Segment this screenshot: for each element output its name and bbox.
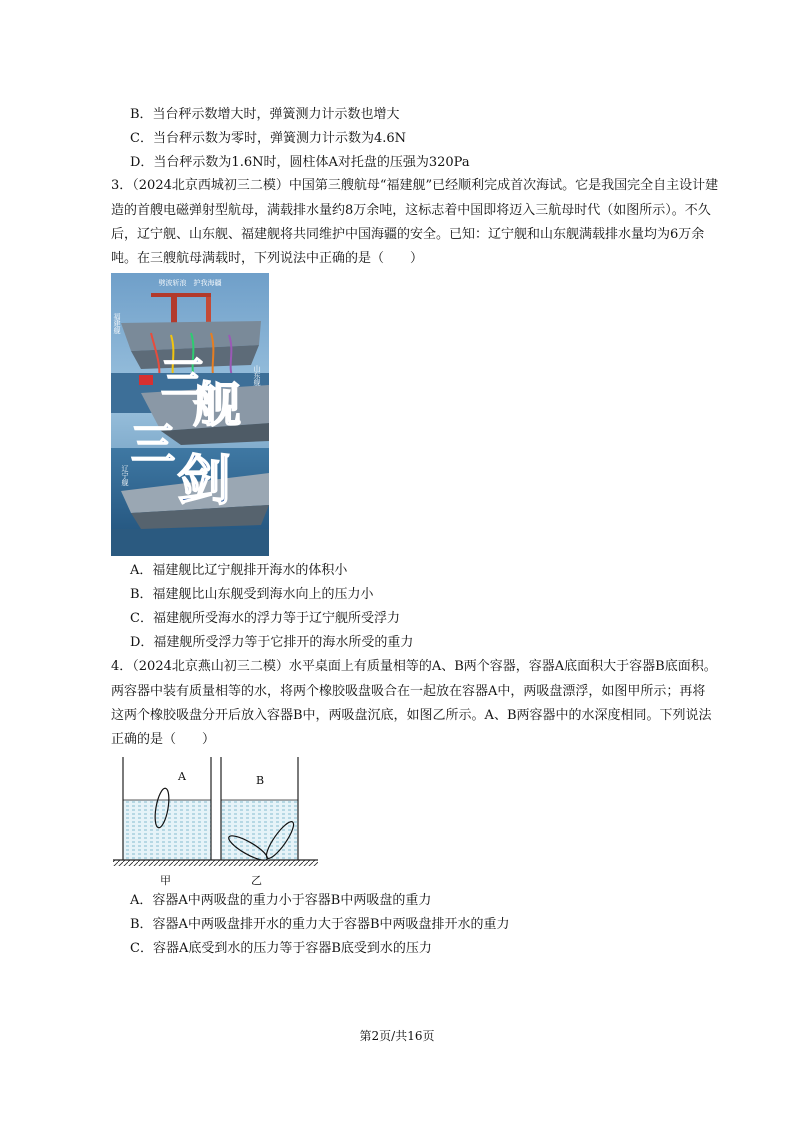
- q2-option-b: B．当台秤示数增大时，弹簧测力计示数也增大: [130, 107, 400, 122]
- q3-stem-line-2: 造的首艘电磁弹射型航母，满载排水量约8万余吨，这标志着中国即将迈入三航母时代（如图所示）。不久: [111, 203, 711, 218]
- q2-option-d: D．当台秤示数为1.6N时，圆柱体A对托盘的压强为320Pa: [130, 155, 470, 170]
- three-carriers-poster: [111, 273, 269, 556]
- q4-option-a: A．容器A中两吸盘的重力小于容器B中两吸盘的重力: [130, 893, 432, 908]
- q3-option-c: C．福建舰所受海水的浮力等于辽宁舰所受浮力: [130, 611, 400, 626]
- q4-option-b: B．容器A中两吸盘排开水的重力大于容器B中两吸盘排开水的重力: [130, 917, 510, 932]
- q3-option-d: D．福建舰所受浮力等于它排开的海水所受的重力: [130, 635, 414, 650]
- q3-stem-line-1: 3．（2024北京西城初三二模）中国第三艘航母“福建舰”已经顺利完成首次海试。它是我国完全自主设计建: [111, 178, 719, 193]
- page-footer: 第2页/共16页: [359, 1029, 435, 1043]
- poster-big-char-3: 三: [131, 419, 175, 470]
- poster-shandong-label: 山东舰: [253, 365, 261, 386]
- q4-stem-line-2: 两容器中装有质量相等的水，将两个橡胶吸盘吸合在一起放在容器A中，两吸盘漂浮，如图甲所示；再将: [111, 684, 706, 699]
- poster-top-banner: 劈波斩浪 护我海疆: [158, 279, 222, 287]
- q3-stem-line-4: 吨。在三艘航母满载时，下列说法中正确的是（ ）: [111, 251, 424, 266]
- q2-option-c: C．当台秤示数为零时，弹簧测力计示数为4.6N: [130, 131, 406, 146]
- poster-big-char-1: 三: [161, 353, 205, 404]
- q4-stem-line-3: 这两个橡胶吸盘分开后放入容器B中，两吸盘沉底，如图乙所示。A、B两容器中的水深度相同。下列说法: [111, 708, 712, 723]
- poster-fujian-label: 福建舰: [113, 313, 121, 334]
- water-container-b: [221, 800, 298, 860]
- q4-stem-line-1: 4．（2024北京燕山初三二模）水平桌面上有质量相等的A、B两个容器，容器A底面积大于容器B底面积。: [111, 659, 717, 674]
- label-a: A: [178, 770, 186, 783]
- poster-liaoning-label: 辽宁舰: [121, 465, 129, 486]
- q3-option-a: A．福建舰比辽宁舰排开海水的体积小: [130, 563, 348, 578]
- containers-diagram: [108, 752, 322, 886]
- q3-stem-line-3: 后，辽宁舰、山东舰、福建舰将共同维护中国海疆的安全。已知：辽宁舰和山东舰满载排水量均为6万余: [111, 227, 705, 242]
- q4-option-c: C．容器A底受到水的压力等于容器B底受到水的压力: [130, 941, 432, 956]
- q3-option-b: B．福建舰比山东舰受到海水向上的压力小: [130, 587, 374, 602]
- caption-yi: 乙: [251, 874, 262, 886]
- water-container-a: [123, 800, 211, 860]
- q4-stem-line-4: 正确的是（ ）: [111, 732, 216, 747]
- caption-jia: 甲: [160, 874, 171, 886]
- label-b: B: [256, 774, 265, 787]
- poster-big-char-4: 剑: [177, 448, 231, 512]
- poster-big-char-2: 舰: [193, 377, 242, 433]
